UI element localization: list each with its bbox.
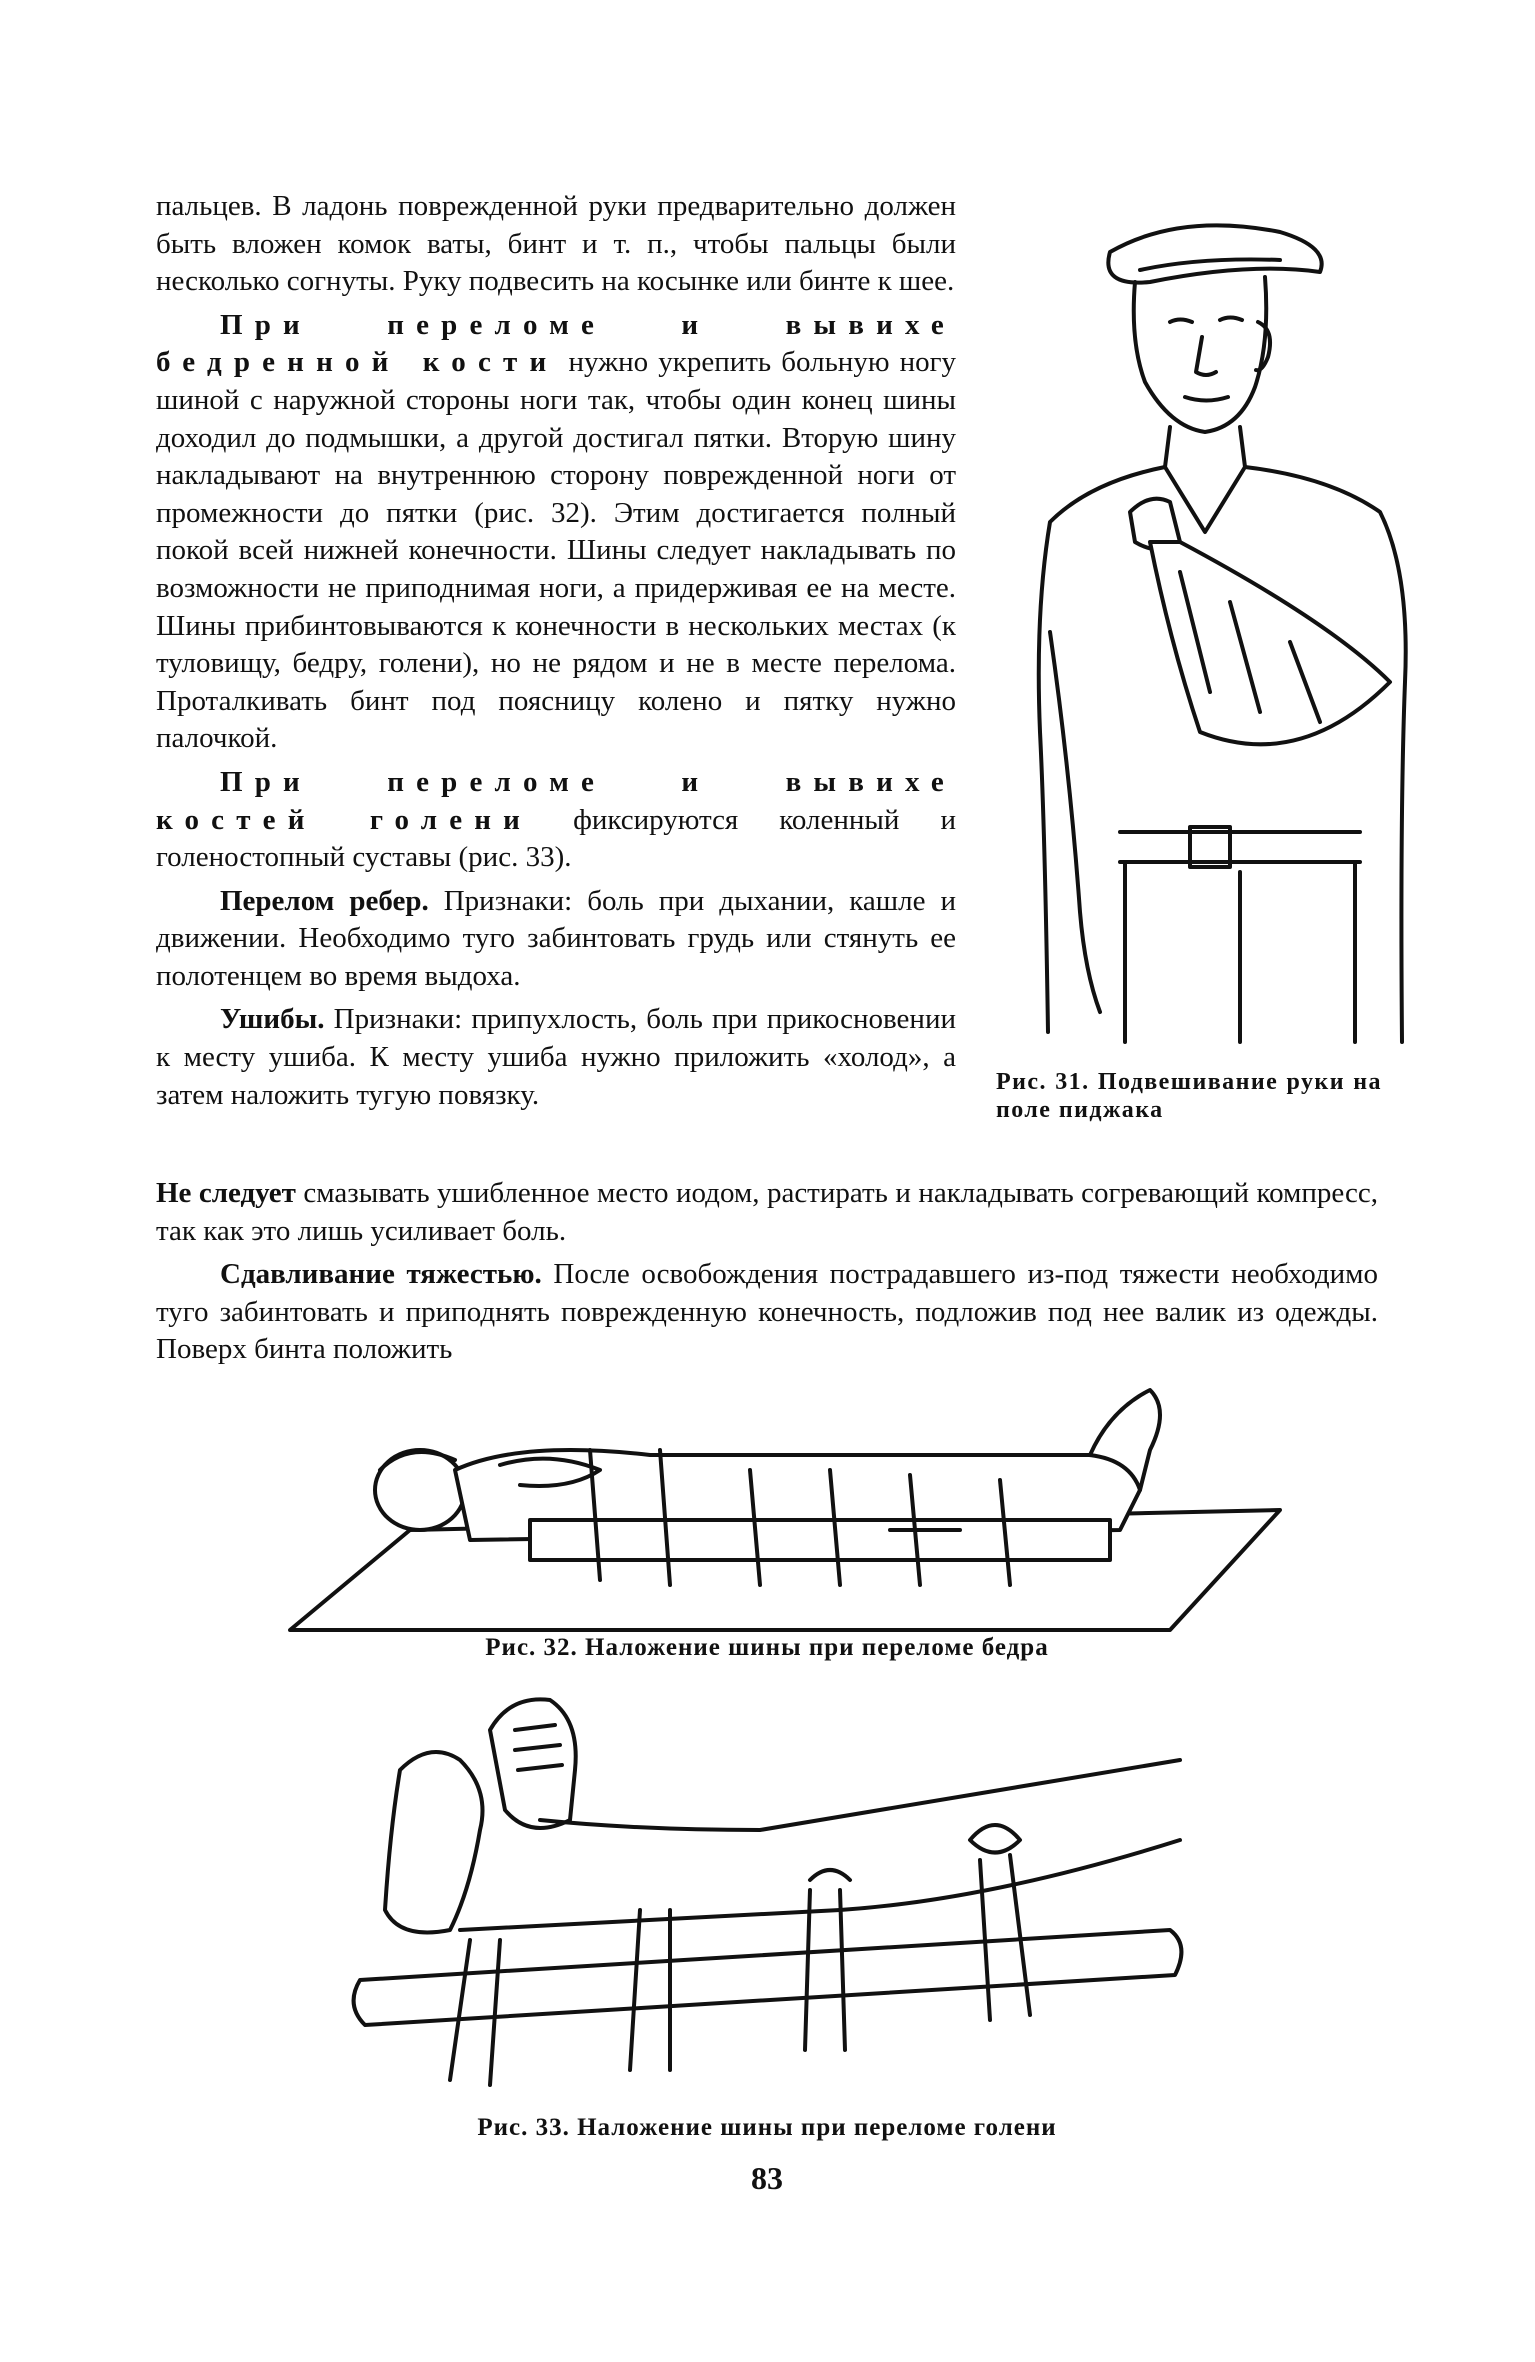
crush-text: После освобождения пострадавшего из-под тяжести необходимо туго забинтовать и приподнять поврежденную конечность, подложив под нее валик из одежды. Поверх бинта положить	[156, 1258, 1379, 1366]
rib-text: Признаки: боль при дыхании, кашле и движении. Необходимо туго забинтовать грудь или стянуть ее полотенцем во время выдоха.	[156, 884, 956, 992]
bruise-text: Признаки: припухлость, боль при прикосновении к месту ушиба. К месту ушиба нужно приложить «холод», а затем наложить тугую повязку.	[156, 1003, 956, 1111]
figure-31-caption: Рис. 31. Подвешивание руки на поле пиджака	[996, 1069, 1382, 1123]
figure-32-caption: Рис. 32. Наложение шины при переломе бедра	[485, 1634, 1049, 1661]
shin-text: фиксируются коленный и голеностопный суставы (рис. 33).	[156, 803, 956, 874]
bruise-heading: Ушибы.	[220, 1003, 325, 1036]
paragraph-bruises	[156, 1001, 956, 1114]
warning-text: смазывать ушибленное место иодом, растирать и накладывать согревающий компресс, так как это лишь усиливает боль.	[156, 1177, 1378, 1247]
figure-32-femur-splint-illustration	[270, 1380, 1330, 1660]
figure-33-shin-splint-illustration	[340, 1690, 1200, 2130]
text-column-narrow	[156, 188, 956, 1120]
paragraph-bruise-warning	[156, 1175, 1378, 1250]
paragraph-crush-injury	[156, 1256, 1378, 1369]
paragraph-rib-fracture	[156, 883, 956, 996]
text-column-wide	[156, 1175, 1378, 1375]
paragraph-femur-fracture	[156, 307, 956, 758]
femur-heading: При переломе и вывихе бедренной кости	[156, 308, 956, 379]
page-number: 83	[751, 2160, 783, 2196]
warning-lead: Не следует	[156, 1177, 296, 1209]
figure-33-caption: Рис. 33. Наложение шины при переломе голени	[477, 2114, 1057, 2141]
crush-heading: Сдавливание тяжестью.	[220, 1258, 542, 1291]
paragraph-shin-fracture	[156, 764, 956, 877]
rib-heading: Перелом ребер.	[220, 884, 429, 917]
shin-heading: При переломе и вывихе костей голени	[156, 765, 956, 836]
figure-31-arm-sling-illustration	[1030, 212, 1410, 1052]
femur-text: нужно укрепить больную ногу шиной с наружной стороны ноги так, чтобы один конец шины доходил до подмышки, а другой достигал пятки. Вторую шину накладывают на внутреннюю сторону поврежденной ноги от промежности до пятки (рис. 32). Этим достигается полный покой всей нижней конечности. Шины следует накладывать по возможности не приподнимая ноги, а придерживая ее на месте. Шины прибинтовываются к конечности в нескольких местах (к туловищу, бедру, голени), но не рядом и не в месте перелома. Проталкивать бинт под поясницу колено и пятку нужно палочкой.	[156, 346, 956, 755]
paragraph-finger-care: пальцев. В ладонь поврежденной руки предварительно должен быть вложен комок ваты, бинт и т. п., чтобы пальцы были несколько согнуты. Руку подвесить на косынке или бинте к шее.	[156, 190, 956, 298]
